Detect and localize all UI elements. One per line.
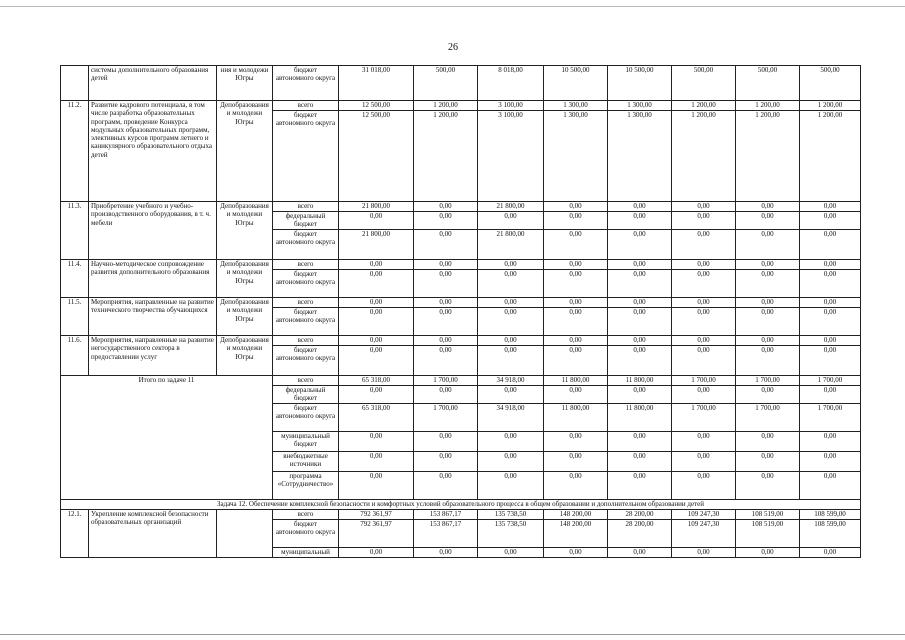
item-number-cell: 11.2. [61,101,89,202]
item-name-cell: Мероприятия, направленные на развитие негосударственного сектора в предоставлении услуг [89,336,217,376]
funding-source-cell: бюджет автономного округа [273,270,339,298]
amount-cell: 0,00 [544,346,608,376]
item-number-cell: 11.3. [61,202,89,260]
amount-cell: 1 700,00 [736,376,800,386]
funding-source-cell: федеральный бюджет [273,212,339,230]
amount-cell: 12 500,00 [339,111,414,202]
amount-cell: 0,00 [478,308,544,336]
amount-cell: 0,00 [478,270,544,298]
item-number-cell: 11.5. [61,298,89,336]
table-row [61,298,861,308]
amount-cell: 0,00 [736,212,800,230]
funding-source-cell: бюджет автономного округа [273,404,339,432]
amount-cell: 0,00 [736,452,800,472]
item-name-cell: Научно-методическое сопровождение развития дополнительного образования [89,260,217,298]
amount-cell: 0,00 [544,230,608,260]
page-number: 26 [448,42,458,53]
amount-cell: 10 500,00 [544,66,608,101]
amount-cell: 0,00 [736,270,800,298]
amount-cell: 1 300,00 [608,111,672,202]
amount-cell: 109 247,30 [672,510,736,520]
amount-cell: 109 247,30 [672,520,736,548]
amount-cell: 0,00 [339,298,414,308]
amount-cell: 0,00 [544,432,608,452]
amount-cell: 0,00 [672,472,736,500]
funding-source-cell: всего [273,336,339,346]
amount-cell: 0,00 [478,346,544,376]
amount-cell: 1 200,00 [672,111,736,202]
executor-cell: ния и молодежи Югры [217,66,273,101]
amount-cell: 108 599,00 [800,510,861,520]
amount-cell: 0,00 [608,432,672,452]
amount-cell: 0,00 [414,346,478,376]
amount-cell: 0,00 [478,548,544,558]
amount-cell: 0,00 [800,308,861,336]
amount-cell: 0,00 [800,260,861,270]
amount-cell: 1 200,00 [736,111,800,202]
item-name-cell: Приобретение учебного и учебно-производственного оборудования, в т. ч. мебели [89,202,217,260]
amount-cell: 0,00 [800,270,861,298]
table-row [61,202,861,212]
amount-cell: 0,00 [544,548,608,558]
amount-cell: 0,00 [478,452,544,472]
amount-cell: 0,00 [608,346,672,376]
amount-cell: 500,00 [800,66,861,101]
amount-cell: 34 918,00 [478,404,544,432]
amount-cell: 0,00 [478,386,544,404]
item-number-cell: 12.1. [61,510,89,558]
amount-cell: 0,00 [736,346,800,376]
amount-cell: 0,00 [672,212,736,230]
amount-cell: 0,00 [608,202,672,212]
amount-cell: 0,00 [800,298,861,308]
amount-cell: 0,00 [414,452,478,472]
funding-source-cell: всего [273,376,339,386]
amount-cell: 0,00 [339,548,414,558]
amount-cell: 0,00 [339,346,414,376]
amount-cell: 1 300,00 [608,101,672,111]
amount-cell: 0,00 [608,212,672,230]
amount-cell: 0,00 [478,432,544,452]
amount-cell: 0,00 [414,260,478,270]
funding-source-cell: внебюджетные источники [273,452,339,472]
amount-cell: 0,00 [608,308,672,336]
amount-cell: 0,00 [736,308,800,336]
amount-cell: 65 318,00 [339,404,414,432]
amount-cell: 108 519,00 [736,510,800,520]
amount-cell: 0,00 [339,270,414,298]
amount-cell: 0,00 [672,336,736,346]
amount-cell: 0,00 [672,386,736,404]
amount-cell: 0,00 [672,202,736,212]
amount-cell: 1 200,00 [672,101,736,111]
amount-cell: 153 867,17 [414,510,478,520]
amount-cell: 0,00 [414,270,478,298]
item-name-cell: Мероприятия, направленные на развитие технического творчества обучающихся [89,298,217,336]
amount-cell: 153 867,17 [414,520,478,548]
amount-cell: 0,00 [414,548,478,558]
amount-cell: 0,00 [608,336,672,346]
amount-cell: 0,00 [800,230,861,260]
amount-cell: 1 200,00 [736,101,800,111]
item-name-cell: Укрепление комплексной безопасности образовательных организаций [89,510,217,558]
budget-table [60,65,861,558]
amount-cell: 0,00 [414,212,478,230]
amount-cell: 0,00 [544,298,608,308]
amount-cell: 0,00 [414,472,478,500]
amount-cell: 135 738,50 [478,510,544,520]
scan-edge-bottom [0,634,905,635]
amount-cell: 0,00 [544,472,608,500]
amount-cell: 0,00 [339,432,414,452]
funding-source-cell: программа «Сотрудничество» [273,472,339,500]
executor-cell [217,510,273,558]
amount-cell: 1 300,00 [544,101,608,111]
amount-cell: 0,00 [339,452,414,472]
amount-cell: 0,00 [608,270,672,298]
amount-cell: 0,00 [544,386,608,404]
executor-cell: Депобразования и молодежи Югры [217,336,273,376]
amount-cell: 0,00 [414,386,478,404]
total-row [61,376,861,386]
amount-cell: 11 800,00 [544,376,608,386]
amount-cell: 0,00 [736,386,800,404]
amount-cell: 0,00 [339,212,414,230]
amount-cell: 0,00 [544,260,608,270]
amount-cell: 0,00 [672,230,736,260]
amount-cell: 0,00 [672,548,736,558]
task-header-row [61,500,861,510]
item-name-cell: Развитие кадрового потенциала, в том числе разработка образовательных программ, проведение Конкурса модульных образовательных программ, элективных курсов программ летнего и каникулярного образовательного отдыха детей [89,101,217,202]
funding-source-cell: бюджет автономного округа [273,230,339,260]
amount-cell: 0,00 [672,346,736,376]
table-row [61,66,861,101]
amount-cell: 0,00 [339,386,414,404]
funding-source-cell: муниципальный бюджет [273,432,339,452]
amount-cell: 0,00 [414,298,478,308]
amount-cell: 0,00 [608,230,672,260]
amount-cell: 0,00 [672,270,736,298]
funding-source-cell: всего [273,298,339,308]
amount-cell: 1 700,00 [736,404,800,432]
amount-cell: 0,00 [544,336,608,346]
table-row [61,510,861,520]
amount-cell: 0,00 [478,336,544,346]
amount-cell: 0,00 [544,308,608,336]
amount-cell: 1 200,00 [414,111,478,202]
amount-cell: 0,00 [736,472,800,500]
table-row [61,101,861,111]
amount-cell: 65 318,00 [339,376,414,386]
amount-cell: 0,00 [544,270,608,298]
amount-cell: 792 361,97 [339,520,414,548]
amount-cell: 11 800,00 [544,404,608,432]
amount-cell: 0,00 [608,548,672,558]
amount-cell: 0,00 [672,260,736,270]
amount-cell: 1 200,00 [414,101,478,111]
amount-cell: 500,00 [414,66,478,101]
funding-source-cell: всего [273,202,339,212]
executor-cell: Депобразования и молодежи Югры [217,202,273,260]
funding-source-cell: всего [273,510,339,520]
amount-cell: 0,00 [736,230,800,260]
table-row [61,336,861,346]
amount-cell: 0,00 [800,452,861,472]
amount-cell: 0,00 [608,298,672,308]
amount-cell: 0,00 [339,472,414,500]
amount-cell: 108 519,00 [736,520,800,548]
amount-cell: 1 700,00 [800,404,861,432]
amount-cell: 0,00 [800,346,861,376]
amount-cell: 0,00 [736,298,800,308]
funding-source-cell: бюджет автономного округа [273,66,339,101]
amount-cell: 0,00 [736,202,800,212]
amount-cell: 1 700,00 [672,404,736,432]
amount-cell: 0,00 [608,472,672,500]
task-12-heading: Задача 12. Обеспечение комплексной безопасности и комфортных условий образовательного процесса в общем образовании и дополнительном образовании детей [61,500,861,510]
scan-edge-top [0,6,905,7]
amount-cell: 0,00 [414,202,478,212]
funding-source-cell: бюджет автономного округа [273,520,339,548]
amount-cell: 0,00 [800,432,861,452]
amount-cell: 21 800,00 [478,230,544,260]
amount-cell: 500,00 [672,66,736,101]
amount-cell: 34 918,00 [478,376,544,386]
amount-cell: 0,00 [672,298,736,308]
amount-cell: 0,00 [478,298,544,308]
amount-cell: 0,00 [736,548,800,558]
funding-source-cell: бюджет автономного округа [273,308,339,336]
amount-cell: 0,00 [544,452,608,472]
executor-cell: Депобразования и молодежи Югры [217,260,273,298]
amount-cell: 21 800,00 [339,202,414,212]
amount-cell: 0,00 [414,230,478,260]
amount-cell: 0,00 [736,432,800,452]
amount-cell: 0,00 [478,472,544,500]
amount-cell: 0,00 [544,212,608,230]
amount-cell: 0,00 [672,308,736,336]
amount-cell: 0,00 [544,202,608,212]
amount-cell: 12 500,00 [339,101,414,111]
funding-source-cell: бюджет автономного округа [273,111,339,202]
item-number-cell [61,66,89,101]
amount-cell: 792 361,97 [339,510,414,520]
amount-cell: 8 018,00 [478,66,544,101]
amount-cell: 148 200,00 [544,510,608,520]
amount-cell: 21 800,00 [339,230,414,260]
amount-cell: 0,00 [608,386,672,404]
amount-cell: 0,00 [414,336,478,346]
amount-cell: 0,00 [608,260,672,270]
amount-cell: 0,00 [672,452,736,472]
amount-cell: 1 700,00 [414,376,478,386]
funding-source-cell: муниципальный [273,548,339,558]
amount-cell: 148 200,00 [544,520,608,548]
amount-cell: 0,00 [339,336,414,346]
amount-cell: 1 200,00 [800,111,861,202]
amount-cell: 3 100,00 [478,111,544,202]
amount-cell: 0,00 [800,548,861,558]
amount-cell: 21 800,00 [478,202,544,212]
amount-cell: 0,00 [800,202,861,212]
item-name-cell: системы дополнительного образования детей [89,66,217,101]
amount-cell: 1 200,00 [800,101,861,111]
executor-cell: Депобразования и молодежи Югры [217,298,273,336]
amount-cell: 108 599,00 [800,520,861,548]
table-row [61,260,861,270]
amount-cell: 10 500,00 [608,66,672,101]
amount-cell: 0,00 [608,452,672,472]
amount-cell: 1 700,00 [800,376,861,386]
amount-cell: 28 200,00 [608,510,672,520]
funding-source-cell: федеральный бюджет [273,386,339,404]
amount-cell: 1 700,00 [672,376,736,386]
amount-cell: 0,00 [736,260,800,270]
amount-cell: 3 100,00 [478,101,544,111]
executor-cell: Депобразования и молодежи Югры [217,101,273,202]
amount-cell: 0,00 [800,212,861,230]
amount-cell: 0,00 [339,308,414,336]
amount-cell: 0,00 [800,472,861,500]
funding-source-cell: бюджет автономного округа [273,346,339,376]
funding-source-cell: всего [273,101,339,111]
amount-cell: 11 800,00 [608,404,672,432]
amount-cell: 0,00 [414,308,478,336]
amount-cell: 0,00 [672,432,736,452]
amount-cell: 500,00 [736,66,800,101]
amount-cell: 31 018,00 [339,66,414,101]
amount-cell: 0,00 [736,336,800,346]
amount-cell: 11 800,00 [608,376,672,386]
amount-cell: 0,00 [800,386,861,404]
item-number-cell: 11.6. [61,336,89,376]
amount-cell: 0,00 [478,260,544,270]
funding-source-cell: всего [273,260,339,270]
item-number-cell: 11.4. [61,260,89,298]
amount-cell: 28 200,00 [608,520,672,548]
amount-cell: 135 738,50 [478,520,544,548]
amount-cell: 0,00 [339,260,414,270]
amount-cell: 0,00 [478,212,544,230]
amount-cell: 0,00 [414,432,478,452]
amount-cell: 0,00 [800,336,861,346]
amount-cell: 1 700,00 [414,404,478,432]
total-label-cell: Итого по задаче 11 [61,376,273,500]
amount-cell: 1 300,00 [544,111,608,202]
